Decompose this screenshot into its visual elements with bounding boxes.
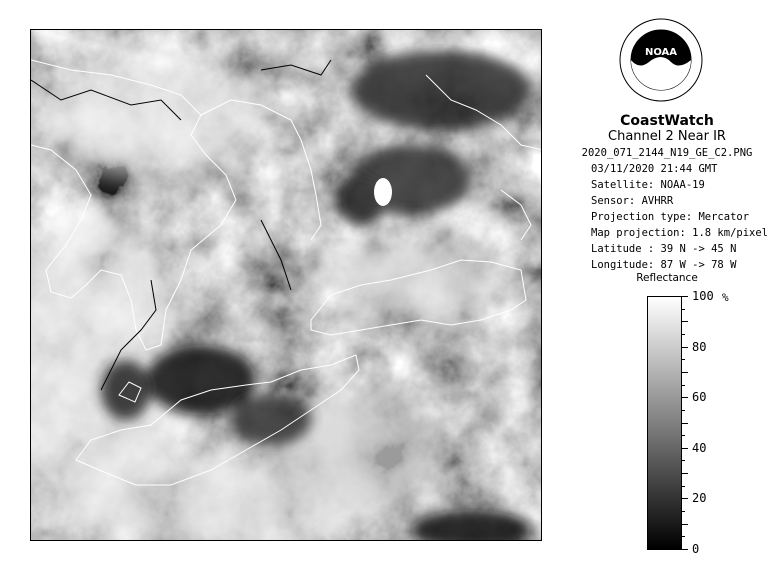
projection-type-label: Projection type: Mercator <box>591 211 750 223</box>
colorbar-tick <box>682 511 685 512</box>
colorbar-tick <box>682 359 685 360</box>
colorbar-tick-label: 80 <box>692 339 707 354</box>
colorbar-tick-label: 40 <box>692 440 707 455</box>
colorbar-tick <box>682 448 688 449</box>
colorbar-tick <box>682 435 685 436</box>
satellite-image-graphic <box>31 30 542 541</box>
filename: 2020_071_2144_N19_GE_C2.PNG <box>581 147 753 159</box>
logo-text: NOAA <box>644 47 678 58</box>
colorbar-tick-label: 0 <box>692 542 700 556</box>
colorbar-tick <box>682 385 685 386</box>
satellite-label: Satellite: NOAA-19 <box>591 179 705 191</box>
sensor-label: Sensor: AVHRR <box>591 195 674 207</box>
latitude-label: Latitude : 39 N -> 45 N <box>591 243 737 255</box>
colorbar-tick <box>682 473 688 474</box>
colorbar-tick <box>682 460 685 461</box>
colorbar-tick <box>682 410 685 411</box>
colorbar-tick <box>682 397 688 398</box>
product-title: CoastWatch <box>620 113 714 129</box>
colorbar-tick <box>682 486 685 487</box>
colorbar-tick <box>682 334 685 335</box>
colorbar-tick <box>682 347 688 348</box>
colorbar-tick <box>682 498 688 499</box>
colorbar-tick <box>682 536 685 537</box>
colorbar-tick-label: 60 <box>692 390 707 405</box>
colorbar-tick <box>682 309 685 310</box>
map-projection-label: Map projection: 1.8 km/pixel <box>591 227 769 239</box>
colorbar-tick <box>682 423 688 424</box>
colorbar-title: Reflectance <box>636 272 698 284</box>
noaa-logo <box>619 18 703 102</box>
colorbar-unit: % <box>722 291 729 304</box>
colorbar-tick-label: 100 <box>692 289 714 303</box>
colorbar-tick <box>682 321 688 322</box>
datetime: 03/11/2020 21:44 GMT <box>591 163 718 175</box>
colorbar-tick <box>682 549 688 550</box>
bright-cloud-spot <box>374 178 392 206</box>
longitude-label: Longitude: 87 W -> 78 W <box>591 259 737 271</box>
colorbar-tick-label: 20 <box>692 491 707 506</box>
colorbar-tick <box>682 372 688 373</box>
satellite-image <box>30 29 542 541</box>
reflectance-colorbar <box>647 296 682 550</box>
colorbar-tick <box>682 524 688 525</box>
colorbar-tick <box>682 296 688 297</box>
channel-label: Channel 2 Near IR <box>608 129 726 144</box>
